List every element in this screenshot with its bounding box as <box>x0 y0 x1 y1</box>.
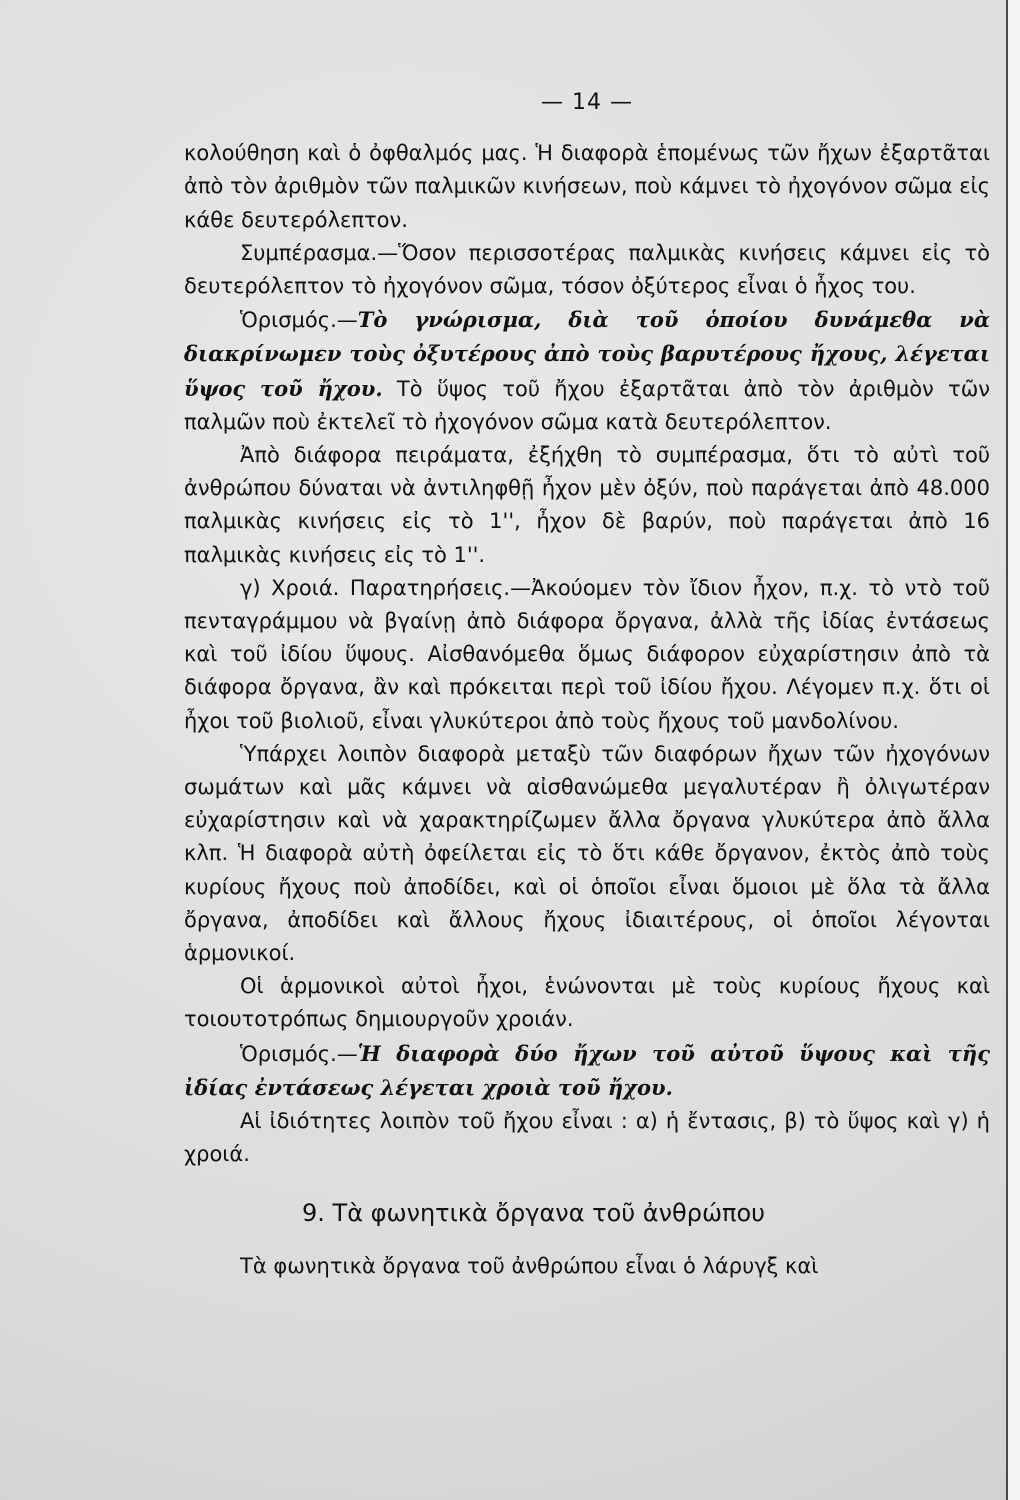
paragraph-properties: Αἱ ἰδιότητες λοιπὸν τοῦ ἤχου εἶναι : α) ἡ ἔντασις, β) τὸ ὕψος καὶ γ) ἡ χροιά. <box>184 1109 990 1167</box>
paragraph-definition-pitch <box>184 303 990 439</box>
page-number: — 14 — <box>541 90 633 115</box>
paragraph-difference: Ὑπάρχει λοιπὸν διαφορὰ μεταξὺ τῶν διαφόρων ἤχων τῶν ἠχογόνων σωμάτων καὶ μᾶς κάμνει νὰ αἰσθανώμεθα μεγαλυτέραν ἢ ὀλιγωτέραν εὐχαρίστησιν καὶ νὰ χαρακτηρίζωμεν ἄλλα ὄργανα γλυκύτερα ἀπὸ ἄλλα κλπ. Ἡ διαφορὰ αὐτὴ ὀφείλεται εἰς τὸ ὅτι κάθε ὄργανον, ἐκτὸς ἀπὸ τοὺς κυρίους ἤχους ποὺ ἀποδίδει, καὶ οἱ ὁποῖοι εἶναι ὅμοιοι μὲ ὅλα τὰ ἄλλα ὄργανα, ἀποδίδει καὶ ἄλλους ἤχους ἰδιαιτέρους, οἱ ὁποῖοι λέγονται ἁρμονικοί. <box>184 741 990 966</box>
page-body <box>184 86 990 1283</box>
section-heading: 9. Τὰ φωνητικὰ ὄργανα τοῦ ἀνθρώπου <box>302 1198 766 1227</box>
page-edge <box>1006 0 1020 1500</box>
paragraph-continuation: κολούθηση καὶ ὁ ὀφθαλμός μας. Ἡ διαφορὰ ἑπομένως τῶν ἤχων ἐξαρτᾶται ἀπὸ τὸν ἀριθμὸν τῶν παλμικῶν κινήσεων, ποὺ κάμνει τὸ ἠχογόνον σῶμα εἰς κάθε δευτερόλεπτον. <box>184 141 990 232</box>
paragraph-conclusion: Συμπέρασμα.—Ὅσον περισσοτέρας παλμικὰς κινήσεις κάμνει εἰς τὸ δευτερόλεπτον τὸ ἠχογόνον σῶμα, τόσον ὀξύτερος εἶναι ὁ ἦχος του. <box>184 240 990 299</box>
definition-text: Τὸ γνώρισμα, διὰ τοῦ ὁποίου δυνάμεθα νὰ διακρίνωμεν τοὺς ὀξυτέρους ἀπὸ τοὺς βαρυτέρους ἤχους, λέγεται ὕψος τοῦ ἤχου. <box>184 307 990 401</box>
definition-label: Ὁρισμός.— <box>240 308 358 333</box>
definition-explanation: Τὸ ὕψος τοῦ ἤχου ἐξαρτᾶται ἀπὸ τὸν ἀριθμὸν τῶν παλμῶν ποὺ ἐκτελεῖ τὸ ἠχογόνον σῶμα κατὰ δευτερόλεπτον. <box>184 376 991 434</box>
definition-label: Ὁρισμός.— <box>240 1041 358 1066</box>
paragraph-definition-timbre <box>184 1037 990 1105</box>
paragraph-timbre: γ) Χροιά. Παρατηρήσεις.—Ἀκούομεν τὸν ἴδιον ἦχον, π.χ. τὸ ντὸ τοῦ πενταγράμμου νὰ βγαίνῃ ἀπὸ διάφορα ὄργανα, ἀλλὰ τῆς ἰδίας ἐντάσεως καὶ τοῦ ἰδίου ὕψους. Αἰσθανόμεθα ὅμως διάφορον εὐχαρίστησιν ἀπὸ τὰ διάφορα ὄργανα, ἂν καὶ πρόκειται περὶ τοῦ ἰδίου ἤχου. Λέγομεν π.χ. ὅτι οἱ ἦχοι τοῦ βιολιοῦ, εἶναι γλυκύτεροι ἀπὸ τοὺς ἤχους τοῦ μανδολίνου. <box>184 575 990 733</box>
paragraph-harmonics: Οἱ ἁρμονικοὶ αὐτοὶ ἦχοι, ἑνώνονται μὲ τοὺς κυρίους ἤχους καὶ τοιουτοτρόπως δημιουργοῦν χροιάν. <box>184 974 990 1032</box>
definition-text: Ἡ διαφορὰ δύο ἤχων τοῦ αὐτοῦ ὕψους καὶ τῆς ἰδίας ἐντάσεως λέγεται χροιὰ τοῦ ἤχου. <box>184 1040 990 1100</box>
paragraph-experiments: Ἀπὸ διάφορα πειράματα, ἐξήχθη τὸ συμπέρασμα, ὅτι τὸ αὐτὶ τοῦ ἀνθρώπου δύναται νὰ ἀντιληφθῇ ἦχον μὲν ὀξύν, ποὺ παράγεται ἀπὸ 48.000 παλμικὰς κινήσεις εἰς τὸ 1'', ἦχον δὲ βαρύν, ποὺ παράγεται ἀπὸ 16 παλμικὰς κινήσεις εἰς τὸ 1''. <box>184 443 990 567</box>
paragraph-vocal-organs: Τὰ φωνητικὰ ὄργανα τοῦ ἀνθρώπου εἶναι ὁ λάρυγξ καὶ <box>240 1253 819 1278</box>
